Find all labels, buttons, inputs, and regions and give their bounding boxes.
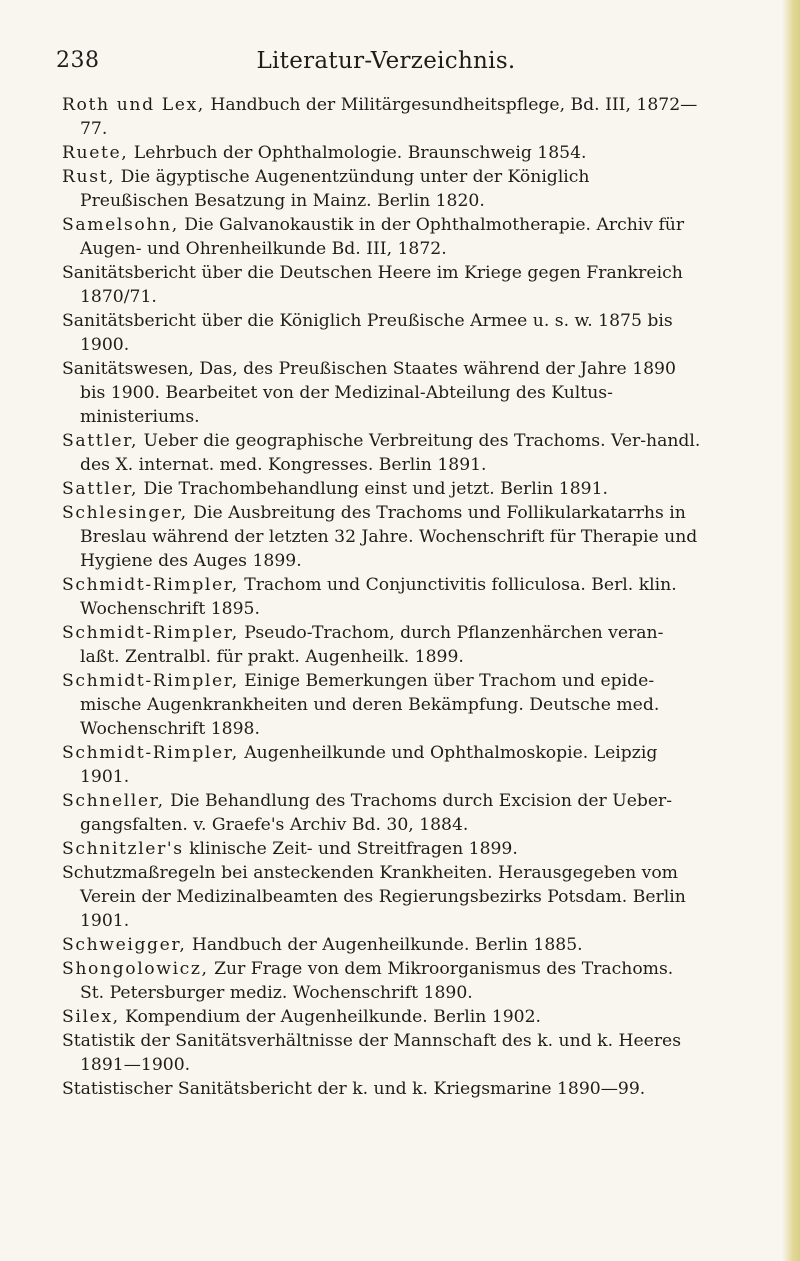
reference-entry — [62, 741, 702, 789]
reference-entry — [62, 309, 702, 357]
reference-entry — [62, 429, 702, 477]
reference-entry — [62, 621, 702, 669]
reference-entry — [62, 1077, 702, 1101]
reference-author: Ruete, — [62, 143, 129, 163]
reference-text: Die Galvanokaustik in der Ophthalmotherapie. Archiv für Augen- und Ohrenheilkunde Bd. III, 1872. — [80, 215, 685, 259]
reference-entry — [62, 93, 702, 141]
reference-entry — [62, 357, 702, 429]
reference-entry — [62, 933, 702, 957]
reference-entry — [62, 837, 702, 861]
reference-text: Die Ausbreitung des Trachoms und Follikularkatarrhs in Breslau während der letzten 32 Jahre. Wochenschrift für Therapie und Hygiene des Auges 1899. — [80, 503, 698, 571]
reference-author: Schmidt-Rimpler, — [62, 575, 239, 595]
reference-text: Statistik der Sanitätsverhältnisse der Mannschaft des k. und k. Heeres 1891—1900. — [62, 1031, 682, 1075]
reference-author: Silex, — [62, 1007, 120, 1027]
reference-text: Sanitätswesen, Das, des Preußischen Staates während der Jahre 1890 bis 1900. Bearbeitet von der Medizinal-Abteilung des Kultus-ministeriums. — [62, 359, 676, 427]
reference-entry — [62, 861, 702, 933]
reference-text: Statistischer Sanitätsbericht der k. und k. Kriegsmarine 1890—99. — [62, 1079, 646, 1099]
reference-entry — [62, 165, 702, 213]
reference-entry — [62, 213, 702, 261]
reference-entry — [62, 669, 702, 741]
reference-text: Kompendium der Augenheilkunde. Berlin 1902. — [119, 1007, 541, 1027]
reference-text: Pseudo-Trachom, durch Pflanzenhärchen veran-laßt. Zentralbl. für prakt. Augenheilk. 1899. — [80, 623, 664, 667]
reference-text: Die Behandlung des Trachoms durch Excision der Ueber-gangsfalten. v. Graefe's Archiv Bd. 30, 1884. — [80, 791, 673, 835]
reference-entry — [62, 501, 702, 573]
reference-author: Sattler, — [62, 479, 139, 499]
reference-text: Sanitätsbericht über die Deutschen Heere im Kriege gegen Frankreich 1870/71. — [62, 263, 683, 307]
reference-text: klinische Zeit- und Streitfragen 1899. — [183, 839, 518, 859]
reference-entry — [62, 573, 702, 621]
reference-entry — [62, 477, 702, 501]
reference-author: Schlesinger, — [62, 503, 188, 523]
reference-text: Augenheilkunde und Ophthalmoskopie. Leipzig 1901. — [80, 743, 658, 787]
reference-author: Schnitzler's — [62, 839, 184, 859]
reference-text: Die Trachombehandlung einst und jetzt. Berlin 1891. — [138, 479, 608, 499]
page-header — [56, 48, 716, 80]
reference-entry — [62, 789, 702, 837]
page-number: 238 — [56, 48, 100, 73]
reference-author: Roth und Lex, — [62, 95, 205, 115]
reference-author: Sattler, — [62, 431, 139, 451]
page-edge-shadow — [782, 0, 800, 1261]
reference-author: Rust, — [62, 167, 116, 187]
reference-author: Schweigger, — [62, 935, 187, 955]
reference-text: Die ägyptische Augenentzündung unter der Königlich Preußischen Besatzung in Mainz. Berlin 1820. — [80, 167, 590, 211]
reference-author: Schmidt-Rimpler, — [62, 671, 239, 691]
reference-text: Handbuch der Augenheilkunde. Berlin 1885. — [186, 935, 583, 955]
reference-text: Trachom und Conjunctivitis folliculosa. Berl. klin. Wochenschrift 1895. — [80, 575, 677, 619]
reference-list — [62, 93, 702, 1101]
reference-text: Einige Bemerkungen über Trachom und epide-mische Augenkrankheiten und deren Bekämpfung. Deutsche med. Wochenschrift 1898. — [80, 671, 660, 739]
reference-entry — [62, 957, 702, 1005]
reference-entry — [62, 1005, 702, 1029]
running-title: Literatur-Verzeichnis. — [256, 48, 516, 74]
reference-author: Schneller, — [62, 791, 165, 811]
reference-text: Ueber die geographische Verbreitung des Trachoms. Ver-handl. des X. internat. med. Kongresses. Berlin 1891. — [80, 431, 701, 475]
reference-author: Schmidt-Rimpler, — [62, 743, 239, 763]
reference-text: Sanitätsbericht über die Königlich Preußische Armee u. s. w. 1875 bis 1900. — [62, 311, 673, 355]
reference-text: Zur Frage von dem Mikroorganismus des Trachoms. St. Petersburger mediz. Wochenschrift 1890. — [80, 959, 674, 1003]
reference-author: Samelsohn, — [62, 215, 179, 235]
reference-entry — [62, 141, 702, 165]
reference-text: Handbuch der Militärgesundheitspflege, Bd. III, 1872—77. — [80, 95, 698, 139]
reference-entry — [62, 1029, 702, 1077]
reference-entry — [62, 261, 702, 309]
reference-author: Shongolowicz, — [62, 959, 209, 979]
reference-text: Schutzmaßregeln bei ansteckenden Krankheiten. Herausgegeben vom Verein der Medizinalbeamten des Regierungsbezirks Potsdam. Berlin 1901. — [62, 863, 686, 931]
reference-author: Schmidt-Rimpler, — [62, 623, 239, 643]
reference-text: Lehrbuch der Ophthalmologie. Braunschweig 1854. — [128, 143, 587, 163]
